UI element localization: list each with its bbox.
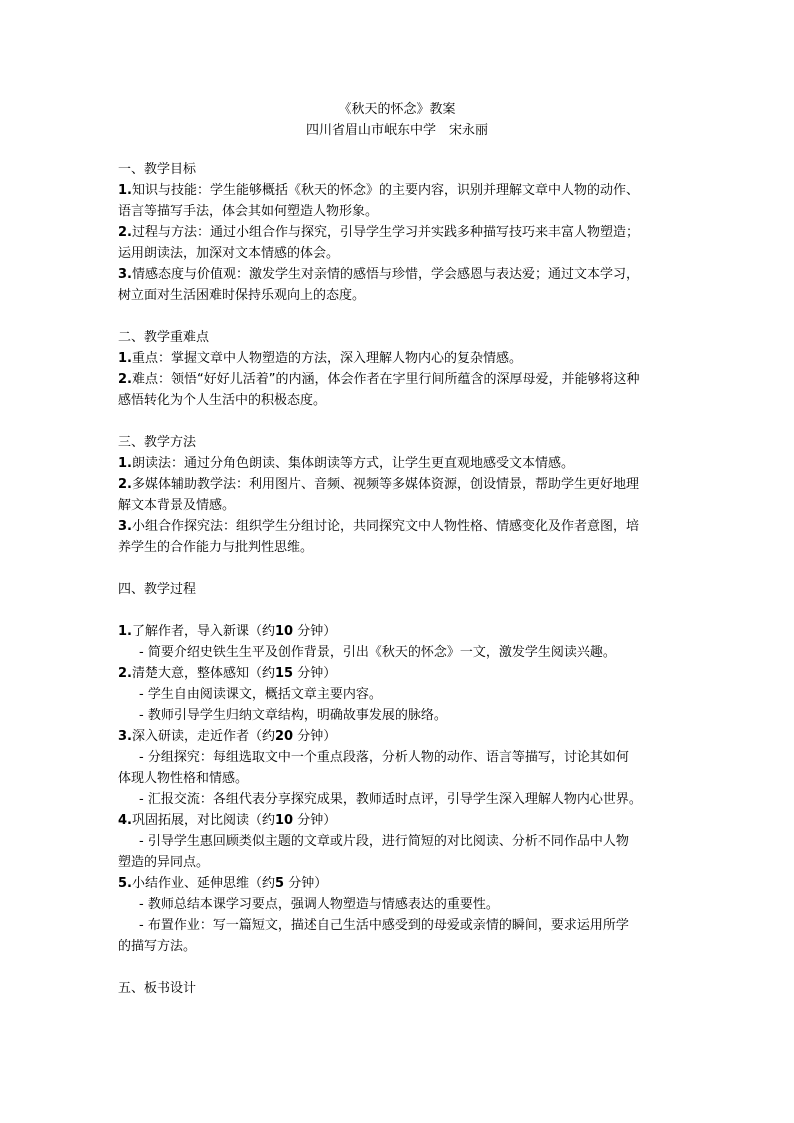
process-step-2-detail: - 学生自由阅读课文，概括文章主要内容。: [139, 687, 382, 702]
step-unit: 分钟）: [297, 729, 337, 744]
spacer: [118, 411, 680, 432]
step-minutes: 10: [275, 813, 294, 828]
item-text: 朗读法：通过分角色朗读、集体朗读等方式，让学生更直观地感受文本情感。: [131, 456, 574, 471]
section-heading-board-design: 五、板书设计: [118, 981, 197, 996]
process-step-3: [118, 726, 680, 747]
section-heading-process: 四、教学过程: [118, 582, 197, 597]
step-minutes: 5: [275, 876, 285, 891]
method-item-3: [118, 516, 680, 537]
document-title: 《秋天的怀念》教案: [338, 102, 456, 117]
document-author: 四川省眉山市岷东中学 宋永丽: [305, 123, 488, 138]
process-step-1-detail: - 简要介绍史铁生生平及创作背景，引出《秋天的怀念》一文，激发学生阅读兴趣。: [139, 645, 616, 660]
item-number: 1.: [118, 456, 132, 471]
step-minutes: 10: [275, 624, 294, 639]
item-number: 1.: [118, 351, 132, 366]
objective-item-2: [118, 222, 680, 243]
process-step-3-detail: - 分组探究：每组选取文中一个重点段落，分析人物的动作、语言等描写，讨论其如何: [139, 750, 629, 765]
step-unit: 分钟）: [297, 624, 337, 639]
item-text: 知识与技能：学生能够概括《秋天的怀念》的主要内容，识别并理解文章中人物的动作、: [131, 183, 639, 198]
process-step-5: [118, 873, 680, 894]
step-unit: 分钟）: [297, 666, 337, 681]
item-text: 小组合作探究法：组织学生分组讨论，共同探究文中人物性格、情感变化及作者意图，培: [131, 519, 639, 534]
objective-item-1: [118, 180, 680, 201]
item-number: 2.: [118, 372, 132, 387]
step-title: 小结作业、延伸思维（约: [131, 876, 275, 891]
spacer: [118, 600, 680, 621]
item-number: 2.: [118, 225, 132, 240]
step-minutes: 15: [275, 666, 294, 681]
step-number: 1.: [118, 624, 132, 639]
item-number: 2.: [118, 477, 132, 492]
section-heading-methods: 三、教学方法: [118, 435, 197, 450]
step-title: 巩固拓展，对比阅读（约: [131, 813, 275, 828]
objective-item-3-cont: 树立面对生活困难时保持乐观向上的态度。: [118, 288, 366, 303]
step-minutes: 20: [275, 729, 294, 744]
item-text: 情感态度与价值观：激发学生对亲情的感悟与珍惜，学会感恩与表达爱；通过文本学习，: [131, 267, 639, 282]
process-step-2-detail: - 教师引导学生归纳文章结构，明确故事发展的脉络。: [139, 708, 447, 723]
spacer: [118, 957, 680, 978]
objective-item-3: [118, 264, 680, 285]
item-text: 多媒体辅助教学法：利用图片、音频、视频等多媒体资源，创设情景，帮助学生更好地理: [131, 477, 639, 492]
process-step-5-detail-cont: 的描写方法。: [118, 939, 197, 954]
method-item-2-cont: 解文本背景及情感。: [118, 498, 236, 513]
section-heading-key-points: 二、教学重难点: [118, 330, 210, 345]
spacer: [118, 558, 680, 579]
step-title: 了解作者，导入新课（约: [131, 624, 275, 639]
item-text: 过程与方法：通过小组合作与探究，引导学生学习并实践多种描写技巧来丰富人物塑造；: [131, 225, 639, 240]
step-number: 3.: [118, 729, 132, 744]
section-heading-objectives: 一、教学目标: [118, 162, 197, 177]
process-step-5-detail: - 教师总结本课学习要点，强调人物塑造与情感表达的重要性。: [139, 897, 499, 912]
step-unit: 分钟）: [297, 813, 337, 828]
item-number: 1.: [118, 183, 132, 198]
process-step-4-detail-cont: 塑造的异同点。: [118, 855, 210, 870]
process-step-5-detail: - 布置作业：写一篇短文，描述自己生活中感受到的母爱或亲情的瞬间，要求运用所学: [139, 918, 629, 933]
item-number: 3.: [118, 267, 132, 282]
step-title: 深入研读，走近作者（约: [131, 729, 275, 744]
step-unit: 分钟）: [288, 876, 328, 891]
objective-item-1-cont: 语言等描写手法，体会其如何塑造人物形象。: [118, 204, 379, 219]
step-number: 2.: [118, 666, 132, 681]
item-text: 难点：领悟“好好儿活着”的内涵，体会作者在字里行间所蕴含的深厚母爱，并能够将这种: [131, 372, 640, 387]
process-step-3-detail: - 汇报交流：各组代表分享探究成果，教师适时点评，引导学生深入理解人物内心世界。: [139, 792, 642, 807]
method-item-1: [118, 453, 680, 474]
process-step-4-detail: - 引导学生惠回顾类似主题的文章或片段，进行简短的对比阅读、分析不同作品中人物: [139, 834, 629, 849]
spacer: [118, 306, 680, 327]
objective-item-2-cont: 运用朗读法，加深对文本情感的体会。: [118, 246, 340, 261]
step-number: 4.: [118, 813, 132, 828]
method-item-2: [118, 474, 680, 495]
process-step-2: [118, 663, 680, 684]
key-point-item-2: [118, 369, 680, 390]
step-number: 5.: [118, 876, 132, 891]
process-step-1: [118, 621, 680, 642]
document-body: [118, 159, 680, 999]
item-number: 3.: [118, 519, 132, 534]
item-text: 重点：掌握文章中人物塑造的方法，深入理解人物内心的复杂情感。: [131, 351, 522, 366]
method-item-3-cont: 养学生的合作能力与批判性思维。: [118, 540, 314, 555]
process-step-3-detail-cont: 体现人物性格和情感。: [118, 771, 249, 786]
step-title: 清楚大意，整体感知（约: [131, 666, 275, 681]
key-point-item-2-cont: 感悟转化为个人生活中的积极态度。: [118, 393, 327, 408]
process-step-4: [118, 810, 680, 831]
key-point-item-1: [118, 348, 680, 369]
